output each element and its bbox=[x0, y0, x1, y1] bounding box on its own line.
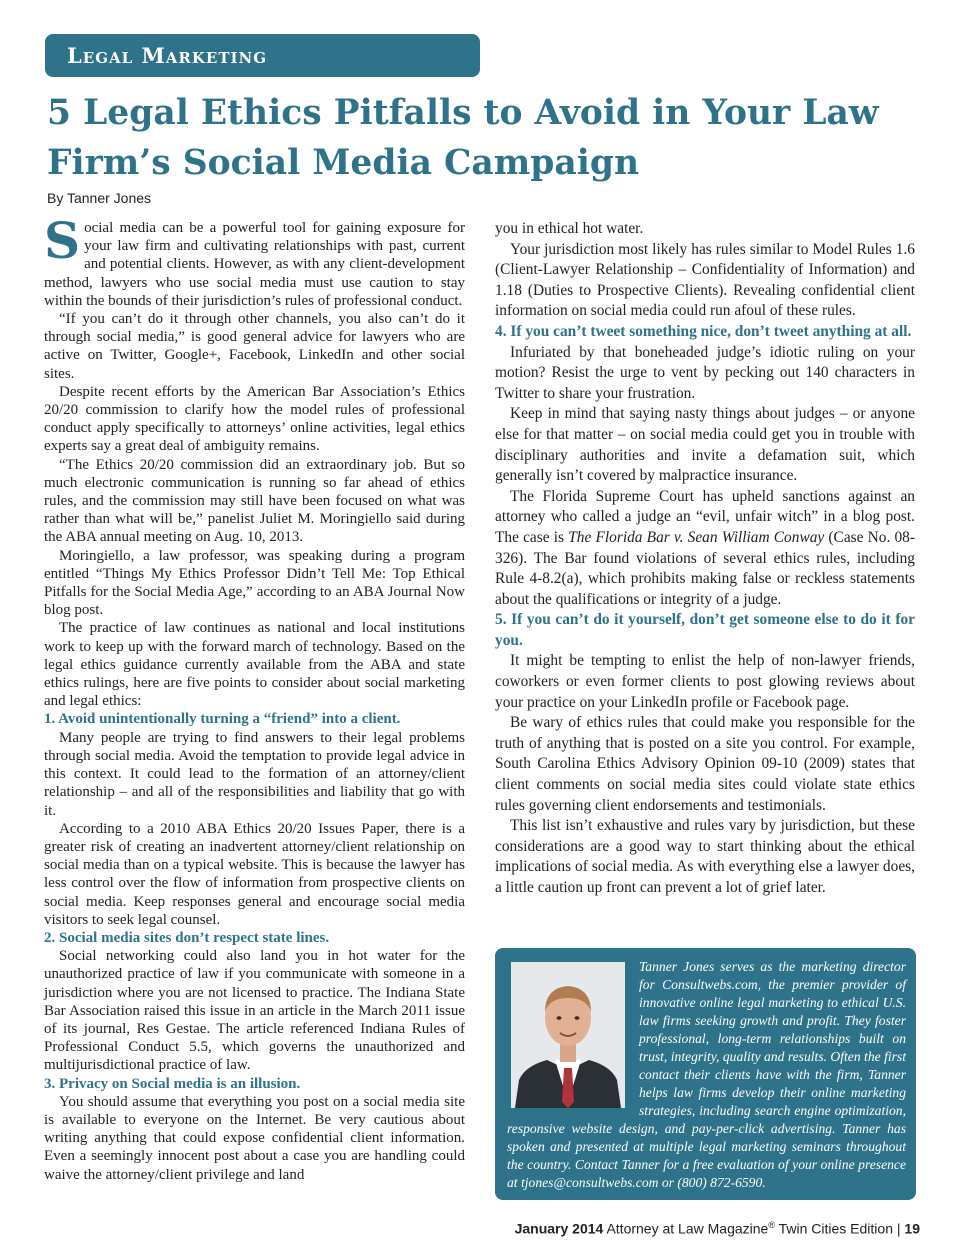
paragraph: This list isn’t exhaustive and rules vary by jurisdiction, but these considerations are a good way to start thinking about the ethical implications of social media. As with everything else a lawyer does, a little caution up front can prevent a lot of grief later. bbox=[495, 817, 915, 896]
page-footer bbox=[515, 1220, 920, 1237]
author-bio-text: Tanner Jones serves as the marketing director for Consultwebs.com, the premier provider of innovative online legal marketing to ethical U.S. law firms seeking growth and profit. They foster professional, long-term relationships built on trust, integrity, quality and results. Often the first contact their clients have with the firm, Tanner helps law firms develop their online marketing strategies, including search engine optimization, responsive website design, and pay-per-click advertising. Tanner has spoken and presented at multiple legal marketing seminars throughout the country. Contact Tanner for a free evaluation of your online presence at tjones@consultwebs.com or (800) 872-6590. bbox=[507, 959, 906, 1190]
paragraph: Your jurisdiction most likely has rules similar to Model Rules 1.6 (Client-Lawyer Relationship – Confidentiality of Information) and 1.18 (Duties to Prospective Clients). Revealing confidential client information on social media could run afoul of these rules. bbox=[495, 240, 915, 320]
paragraph: According to a 2010 ABA Ethics 20/20 Issues Paper, there is a greater risk of creating an inadvertent attorney/client relationship on social media than on a typical website. This is because the lawyer has less control over the flow of information from prospective clients on social media. Keep responses general and encourage social media visitors to seek legal counsel. bbox=[44, 820, 465, 928]
footer-separator: | bbox=[896, 1220, 901, 1237]
paragraph: Many people are trying to find answers to their legal problems through social media. Avoid the temptation to provide legal advice in this context. It could lead to the formation of an attorney/client relationship – and all of the responsibilities and liability that go with it. bbox=[44, 729, 465, 819]
author-bio-box bbox=[495, 948, 916, 1200]
paragraph: The Florida Supreme Court has upheld sanctions against an attorney who called a judge an “evil, unfair witch” in a blog post. The case is The Florida Bar v. Sean William Conway (Case No. 08-326). The Bar found violations of several ethics rules, including Rule 4-8.2(a), which prohibits making false or reckless statements about the qualifications or integrity of a judge. bbox=[495, 487, 915, 608]
left-column bbox=[44, 211, 465, 1184]
paragraph: Keep in mind that saying nasty things about judges – or anyone else for that matter – on social media could get you in trouble with disciplinary authorities and invite a defamation suit, which generally isn’t covered by malpractice insurance. bbox=[495, 405, 915, 485]
issue-date: January 2014 bbox=[514, 1220, 604, 1237]
paragraph: Social networking could also land you in hot water for the unauthorized practice of law if you communicate with someone in a jurisdiction where you are not licensed to practice. The Indiana State Bar Association raised this issue in an article in the March 2011 issue of its journal, Res Gestae. The article referenced Indiana Rules of Professional Conduct 5.5, which governs the unauthorized and multijurisdictional practice of law. bbox=[44, 948, 465, 1074]
paragraph: You should assume that everything you post on a social media site is available to everyone on the Internet. Be very cautious about writing anything that could expose confidential client information. Even a seemingly innocent post about a case you are handling could waive the attorney/client privilege and land bbox=[44, 1093, 465, 1183]
paragraph: It might be tempting to enlist the help of non-lawyer friends, coworkers or even former clients to post glowing reviews about your practice on your LinkedIn profile or Facebook page. bbox=[495, 652, 915, 711]
registered-mark: ® bbox=[768, 1220, 775, 1230]
page-number: 19 bbox=[904, 1220, 920, 1237]
subheading-2: 2. Social media sites don’t respect state lines. bbox=[44, 929, 330, 946]
paragraph: “If you can’t do it through other channels, you also can’t do it through social media,” is good general advice for lawyers who are active on Twitter, Google+, Facebook, LinkedIn and other social sites. bbox=[44, 311, 465, 382]
case-name: The Florida Bar v. Sean William Conway bbox=[568, 528, 825, 546]
magazine-name: Attorney at Law Magazine bbox=[606, 1220, 769, 1237]
edition-name: Twin Cities Edition bbox=[778, 1220, 893, 1237]
author-portrait-icon bbox=[511, 962, 625, 1108]
article-title: 5 Legal Ethics Pitfalls to Avoid in Your Law Firm’s Social Media Campaign bbox=[47, 93, 879, 183]
right-column bbox=[495, 219, 915, 899]
author-photo bbox=[511, 962, 625, 1108]
drop-cap: S bbox=[44, 211, 81, 270]
subheading-5: 5. If you can’t do it yourself, don’t get someone else to do it for you. bbox=[495, 611, 915, 649]
paragraph: The practice of law continues as national and local institutions work to keep up with the forward march of technology. Based on the legal ethics guidance currently available from the ABA and state ethics rulings, here are five points to consider about social marketing and legal ethics: bbox=[44, 620, 465, 710]
subheading-4: 4. If you can’t tweet something nice, don’t tweet anything at all. bbox=[495, 322, 912, 340]
paragraph: you in ethical hot water. bbox=[495, 220, 644, 237]
paragraph: Despite recent efforts by the American Bar Association’s Ethics 20/20 commission to clarify how the model rules of professional conduct apply specifically to attorneys’ online activities, legal ethics experts say a great deal of ambiguity remains. bbox=[44, 383, 465, 455]
paragraph: “The Ethics 20/20 commission did an extraordinary job. But so much electronic communication is running so far ahead of ethics rules, and the commission may still have been focused on what was rather than what will be,” panelist Juliet M. Moringiello said during the ABA annual meeting on Aug. 10, 2013. bbox=[44, 456, 465, 546]
paragraph: Be wary of ethics rules that could make you responsible for the truth of anything that is posted on a site you control. For example, South Carolina Ethics Advisory Opinion 09-10 (2009) states that client comments on social media sites could violate state ethics rules governing client endorsements and testimonials. bbox=[495, 714, 915, 814]
paragraph: Infuriated by that boneheaded judge’s idiotic ruling on your motion? Resist the urge to vent by pecking out 140 characters in Twitter to share your frustration. bbox=[495, 343, 915, 402]
byline: By Tanner Jones bbox=[47, 190, 152, 206]
intro-paragraph: Social media can be a powerful tool for gaining exposure for your law firm and cultivating relationships with past, current and potential clients. However, as with any client-development method, lawyers who use social media must use caution to stay within the bounds of their jurisdiction’s rules of professional conduct. bbox=[44, 211, 465, 309]
paragraph: Moringiello, a law professor, was speaking during a program entitled “Things My Ethics Professor Didn’t Tell Me: Top Ethical Pitfalls for the Social Media Age,” according to an ABA Journal Now blog post. bbox=[44, 547, 465, 619]
subheading-1: 1. Avoid unintentionally turning a “friend” into a client. bbox=[44, 711, 401, 728]
section-banner: Legal Marketing bbox=[45, 34, 480, 77]
subheading-3: 3. Privacy on Social media is an illusion. bbox=[44, 1075, 301, 1092]
